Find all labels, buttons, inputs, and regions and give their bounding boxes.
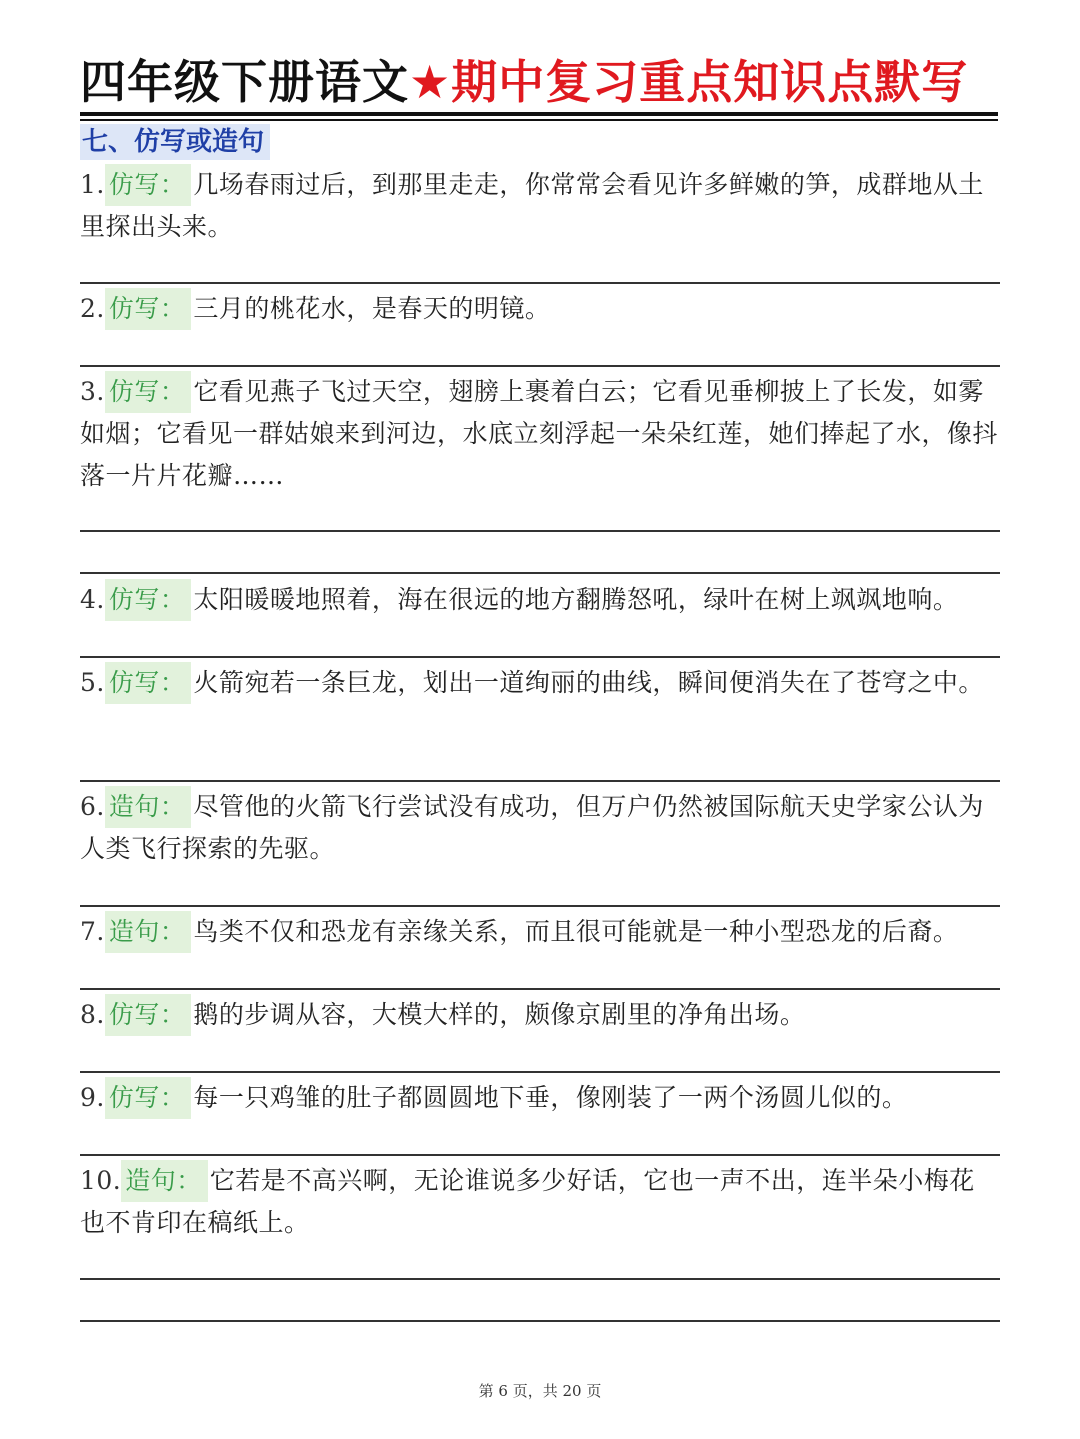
question-item-8: [80, 994, 1000, 1036]
question-item-2: [80, 288, 1000, 330]
question-number: 5.: [80, 668, 105, 697]
page-number: 第 6 页，共 20 页: [478, 1382, 602, 1400]
answer-line[interactable]: [80, 1071, 1000, 1073]
question-item-3: [80, 371, 1000, 497]
question-item-10: [80, 1160, 1000, 1244]
question-text: 尽管他的火箭飞行尝试没有成功，但万户仍然被国际航天史学家公认为人类飞行探索的先驱。: [80, 792, 984, 863]
question-item-4: [80, 579, 1000, 621]
question-number: 2.: [80, 294, 105, 323]
star-icon: ★: [409, 55, 452, 109]
question-text: 鸟类不仅和恐龙有亲缘关系，而且很可能就是一种小型恐龙的后裔。: [193, 917, 959, 946]
question-type-tag: 仿写：: [105, 371, 192, 413]
question-item-5: [80, 662, 1000, 704]
answer-line[interactable]: [80, 282, 1000, 284]
question-text: 几场春雨过后，到那里走走，你常常会看见许多鲜嫩的笋，成群地从土里探出头来。: [80, 170, 984, 241]
question-type-tag: 仿写：: [105, 288, 192, 330]
answer-line[interactable]: [80, 1320, 1000, 1322]
answer-line[interactable]: [80, 572, 1000, 574]
section-title: 七、仿写或造句: [80, 124, 270, 160]
title-part-2: 期中复习重点知识点默写: [451, 55, 969, 109]
question-number: 7.: [80, 917, 105, 946]
question-number: 3.: [80, 377, 105, 406]
question-text: 每一只鸡雏的肚子都圆圆地下垂，像刚装了一两个汤圆儿似的。: [193, 1083, 908, 1112]
answer-line[interactable]: [80, 780, 1000, 782]
question-item-9: [80, 1077, 1000, 1119]
question-number: 1.: [80, 170, 105, 199]
question-item-7: [80, 911, 1000, 953]
answer-line[interactable]: [80, 530, 1000, 532]
answer-line[interactable]: [80, 988, 1000, 990]
title-part-1: 四年级下册语文: [80, 55, 409, 109]
question-type-tag: 仿写：: [105, 994, 192, 1036]
question-type-tag: 造句：: [121, 1160, 208, 1202]
question-number: 10.: [80, 1166, 122, 1195]
question-text: 它若是不高兴啊，无论谁说多少好话，它也一声不出，连半朵小梅花也不肯印在稿纸上。: [80, 1166, 975, 1237]
question-type-tag: 仿写：: [105, 1077, 192, 1119]
title-rule-thin: [80, 119, 998, 121]
question-text: 火箭宛若一条巨龙，划出一道绚丽的曲线，瞬间便消失在了苍穹之中。: [193, 668, 984, 697]
question-number: 9.: [80, 1083, 105, 1112]
answer-line[interactable]: [80, 656, 1000, 658]
question-type-tag: 造句：: [105, 911, 192, 953]
answer-line[interactable]: [80, 1154, 1000, 1156]
answer-line[interactable]: [80, 365, 1000, 367]
question-item-1: [80, 164, 1000, 248]
page-title: [80, 54, 1000, 110]
question-text: 鹅的步调从容，大模大样的，颇像京剧里的净角出场。: [193, 1000, 806, 1029]
title-rule-thick: [80, 112, 998, 116]
question-number: 8.: [80, 1000, 105, 1029]
answer-line[interactable]: [80, 905, 1000, 907]
question-number: 4.: [80, 585, 105, 614]
question-type-tag: 仿写：: [105, 662, 192, 704]
question-item-6: [80, 786, 1000, 870]
question-type-tag: 仿写：: [105, 164, 192, 206]
question-text: 它看见燕子飞过天空，翅膀上裹着白云；它看见垂柳披上了长发，如雾如烟；它看见一群姑娘来到河边，水底立刻浮起一朵朵红莲，她们捧起了水，像抖落一片片花瓣……: [80, 377, 999, 490]
answer-line[interactable]: [80, 1278, 1000, 1280]
question-type-tag: 造句：: [105, 786, 192, 828]
question-number: 6.: [80, 792, 105, 821]
question-text: 太阳暖暖地照着，海在很远的地方翻腾怒吼，绿叶在树上飒飒地响。: [193, 585, 959, 614]
question-text: 三月的桃花水，是春天的明镜。: [193, 294, 551, 323]
question-type-tag: 仿写：: [105, 579, 192, 621]
